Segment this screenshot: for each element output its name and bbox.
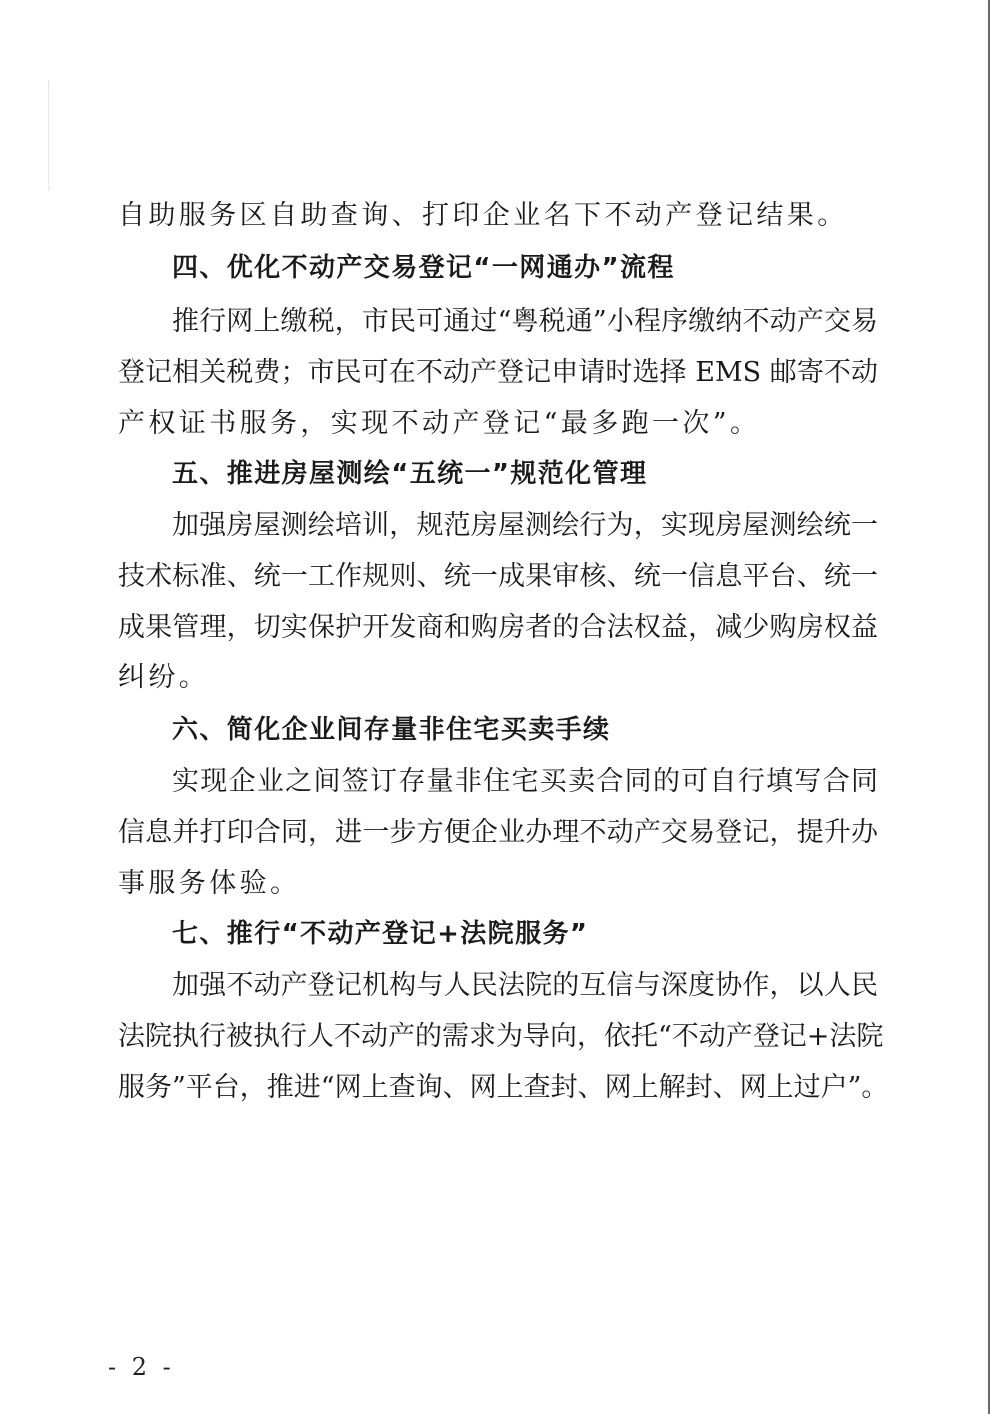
- paragraph-line: 成果管理，切实保护开发商和购房者的合法权益，减少购房权益: [118, 612, 878, 643]
- section-heading-4: 四、优化不动产交易登记“一网通办”流程: [172, 253, 675, 283]
- page-number: - 2 -: [108, 1353, 175, 1381]
- section-heading-5: 五、推进房屋测绘“五统一”规范化管理: [172, 459, 648, 489]
- paragraph-line: 加强房屋测绘培训，规范房屋测绘行为，实现房屋测绘统一: [172, 510, 878, 541]
- paragraph-line: 产权证书服务，实现不动产登记“最多跑一次”。: [118, 408, 761, 439]
- paragraph-line: 服务”平台，推进“网上查询、网上查封、网上解封、网上过户”。: [118, 1072, 889, 1103]
- section-heading-6: 六、简化企业间存量非住宅买卖手续: [172, 715, 611, 745]
- paragraph-line: 加强不动产登记机构与人民法院的互信与深度协作，以人民: [172, 970, 878, 1001]
- paragraph-line: 技术标准、统一工作规则、统一成果审核、统一信息平台、统一: [118, 561, 878, 592]
- paragraph-line: 推行网上缴税，市民可通过“粤税通”小程序缴纳不动产交易: [172, 306, 878, 337]
- scan-artifact: [48, 80, 52, 190]
- paragraph-line: 实现企业之间签订存量非住宅买卖合同的可自行填写合同: [172, 766, 878, 797]
- section-heading-7: 七、推行“不动产登记+法院服务”: [172, 919, 589, 949]
- paragraph-line: 自助服务区自助查询、打印企业名下不动产登记结果。: [118, 200, 848, 231]
- paragraph-line: 法院执行被执行人不动产的需求为导向，依托“不动产登记+法院: [118, 1021, 884, 1052]
- paragraph-line: 信息并打印合同，进一步方便企业办理不动产交易登记，提升办: [118, 817, 878, 848]
- page-edge-line: [988, 0, 990, 1414]
- paragraph-line: 纠纷。: [118, 662, 210, 693]
- paragraph-line: 事服务体验。: [118, 868, 301, 899]
- paragraph-line: 登记相关税费；市民可在不动产登记申请时选择 EMS 邮寄不动: [118, 357, 878, 388]
